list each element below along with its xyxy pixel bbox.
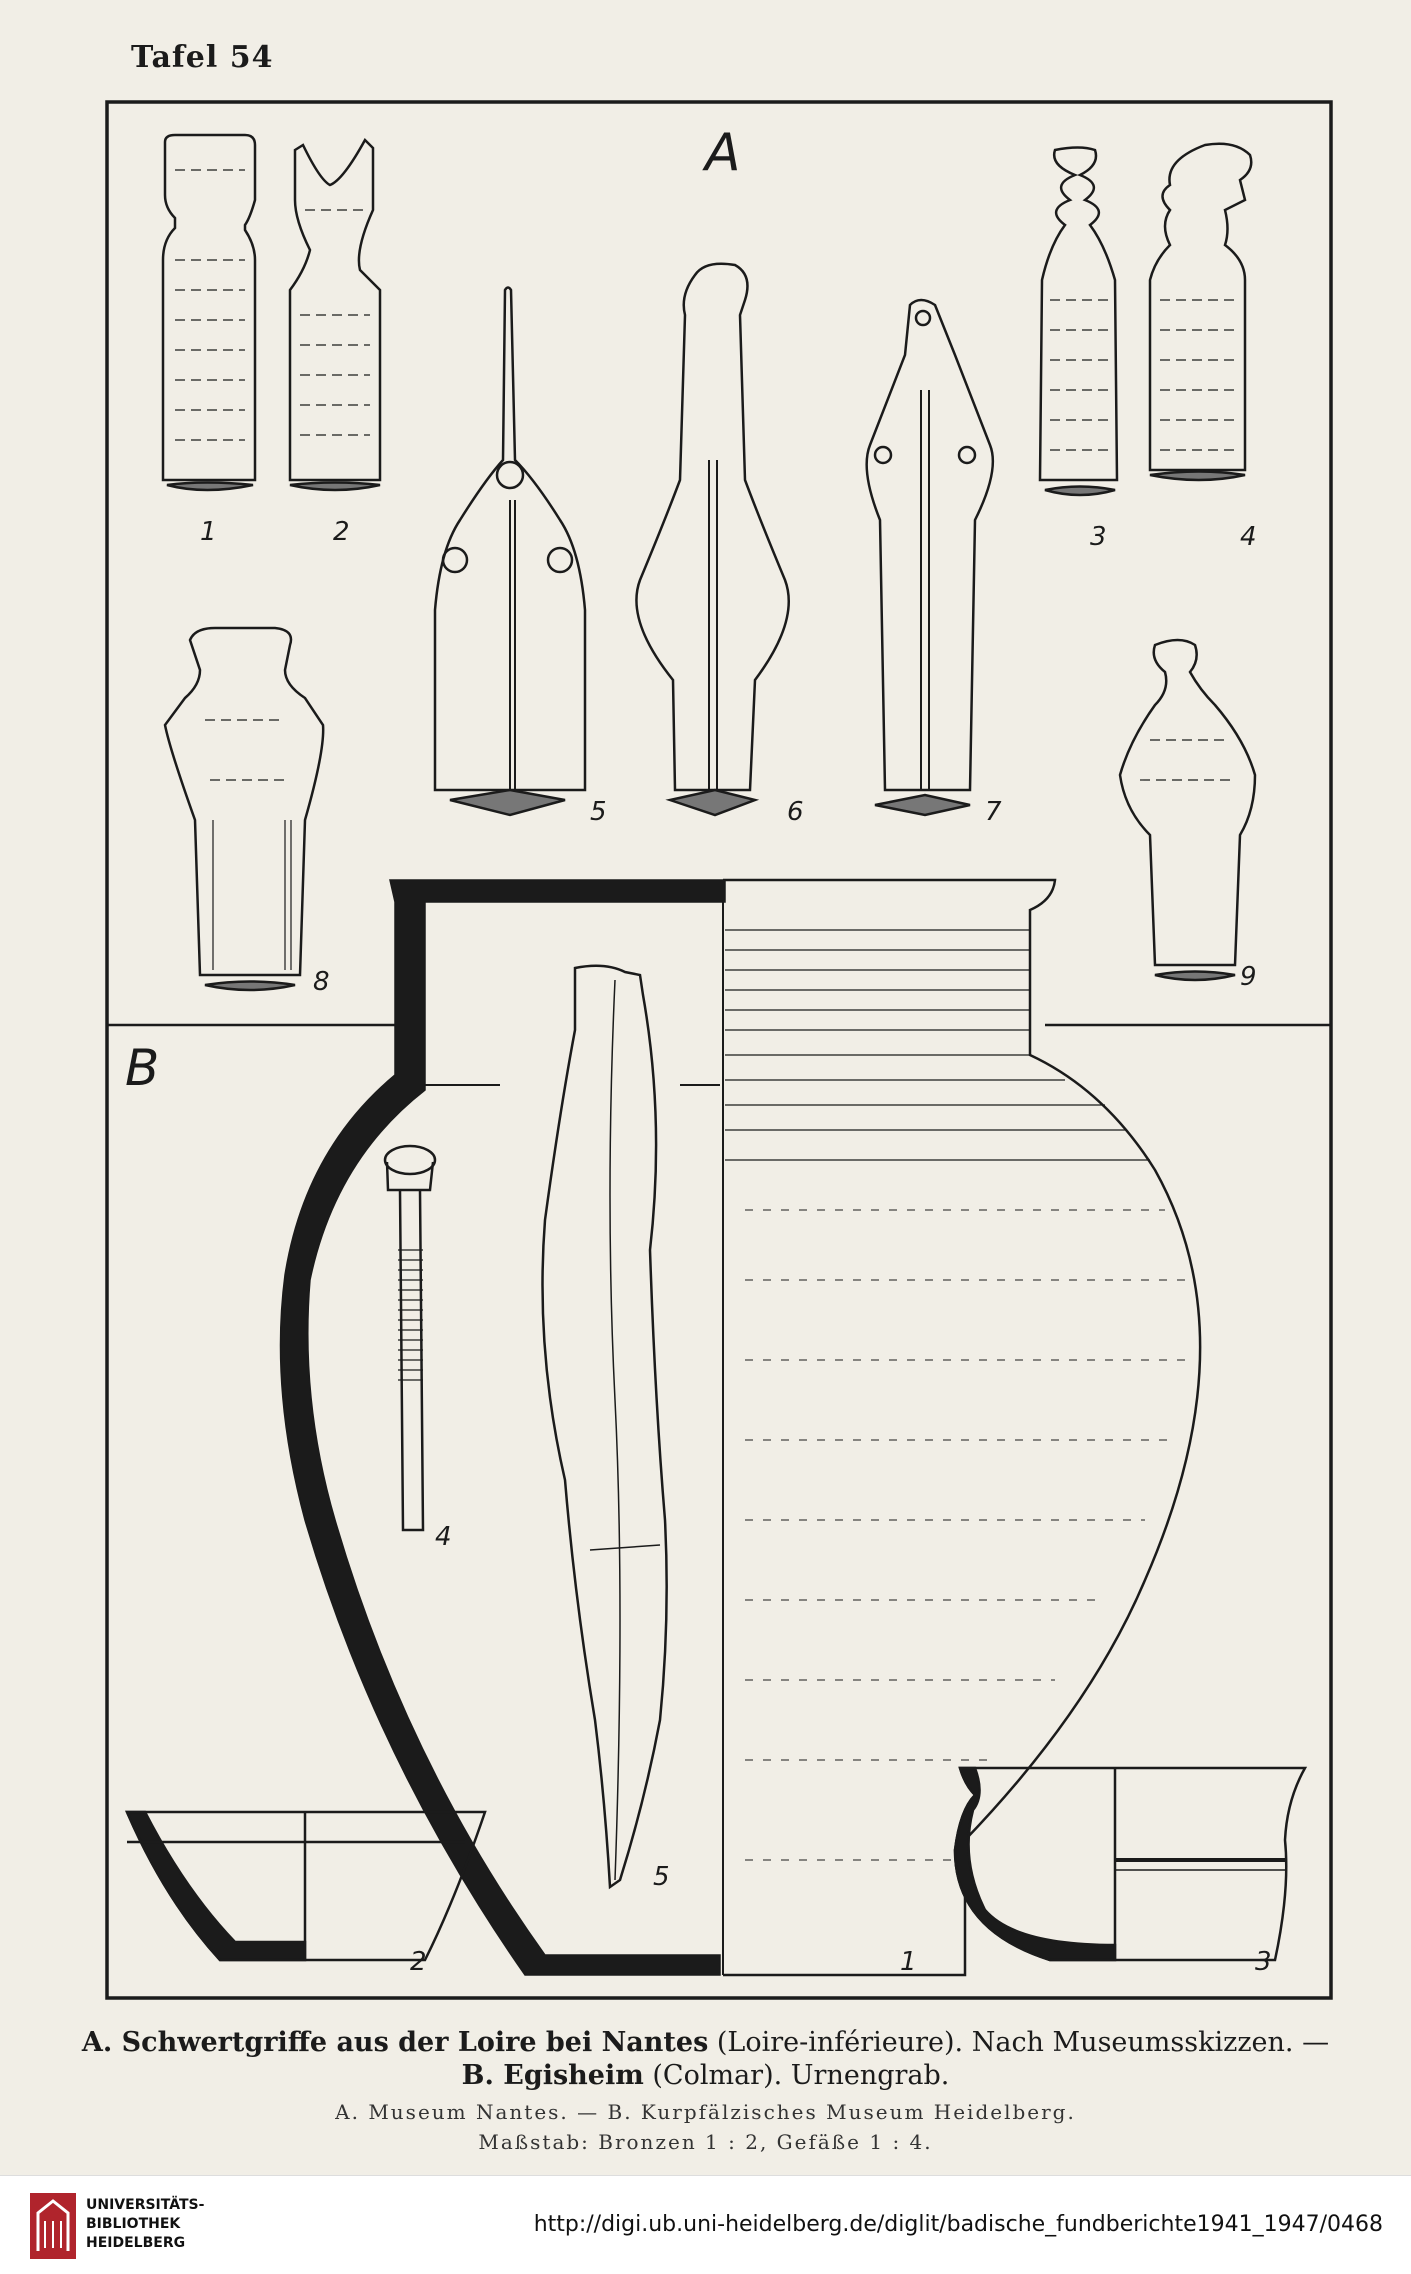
a-number-8: 8 — [313, 967, 330, 997]
logo-line-3: HEIDELBERG — [86, 2235, 186, 2251]
caption-detail-a: (Loire-inférieure). Nach Museumsskizzen. — — [708, 2027, 1330, 2058]
b-number-5: 5 — [653, 1862, 670, 1892]
plate-figure — [105, 100, 1333, 2000]
b-number-1: 1 — [900, 1947, 917, 1977]
a-number-4: 4 — [1240, 522, 1257, 552]
source-url-link[interactable]: http://digi.ub.uni-heidelberg.de/diglit/badische_fundberichte1941_1947/0468 — [533, 2212, 1383, 2237]
logo-line-2: BIBLIOTHEK — [86, 2216, 181, 2232]
caption-line-2 — [0, 2060, 1411, 2091]
bowl-2 — [127, 1812, 485, 1960]
plate-title: Tafel 54 — [131, 40, 274, 75]
a-number-9: 9 — [1240, 962, 1257, 992]
hilt-3 — [1040, 148, 1117, 496]
b-number-2: 2 — [410, 1947, 427, 1977]
caption-title-b: B. Egisheim — [461, 2060, 644, 2091]
a-number-5: 5 — [590, 797, 607, 827]
hilt-4 — [1150, 144, 1251, 480]
blade-fragment-5 — [543, 966, 667, 1887]
hilt-8 — [165, 628, 323, 990]
section-a-label: A — [705, 123, 741, 183]
caption-line-1 — [0, 2027, 1411, 2058]
logo-line-1: UNIVERSITÄTS- — [86, 2197, 205, 2213]
footer-bar — [0, 2175, 1411, 2274]
hilt-9 — [1120, 640, 1255, 980]
hilt-2 — [290, 140, 380, 490]
section-b-label: B — [125, 1039, 160, 1097]
university-library-name[interactable] — [86, 2196, 204, 2253]
caption-title-a: A. Schwertgriffe aus der Loire bei Nantes — [81, 2027, 709, 2058]
a-number-1: 1 — [200, 517, 217, 547]
hilt-6 — [636, 264, 788, 815]
b-number-3: 3 — [1255, 1947, 1272, 1977]
figure-drawing — [105, 100, 1333, 2000]
hilt-7 — [867, 300, 993, 815]
hilt-5 — [435, 288, 585, 816]
b-number-4: 4 — [435, 1522, 452, 1552]
caption-detail-b: (Colmar). Urnengrab. — [643, 2060, 950, 2091]
caption-museums: A. Museum Nantes. — B. Kurpfälzisches Museum Heidelberg. — [335, 2100, 1076, 2124]
pin-4 — [385, 1146, 435, 1530]
university-library-logo-icon[interactable] — [30, 2193, 76, 2259]
a-number-7: 7 — [985, 797, 1002, 827]
a-number-6: 6 — [787, 797, 804, 827]
hilt-1 — [163, 135, 255, 490]
a-number-2: 2 — [333, 517, 350, 547]
caption-scale: Maßstab: Bronzen 1 : 2, Gefäße 1 : 4. — [478, 2130, 933, 2154]
a-number-3: 3 — [1090, 522, 1107, 552]
cup-3 — [955, 1768, 1305, 1960]
